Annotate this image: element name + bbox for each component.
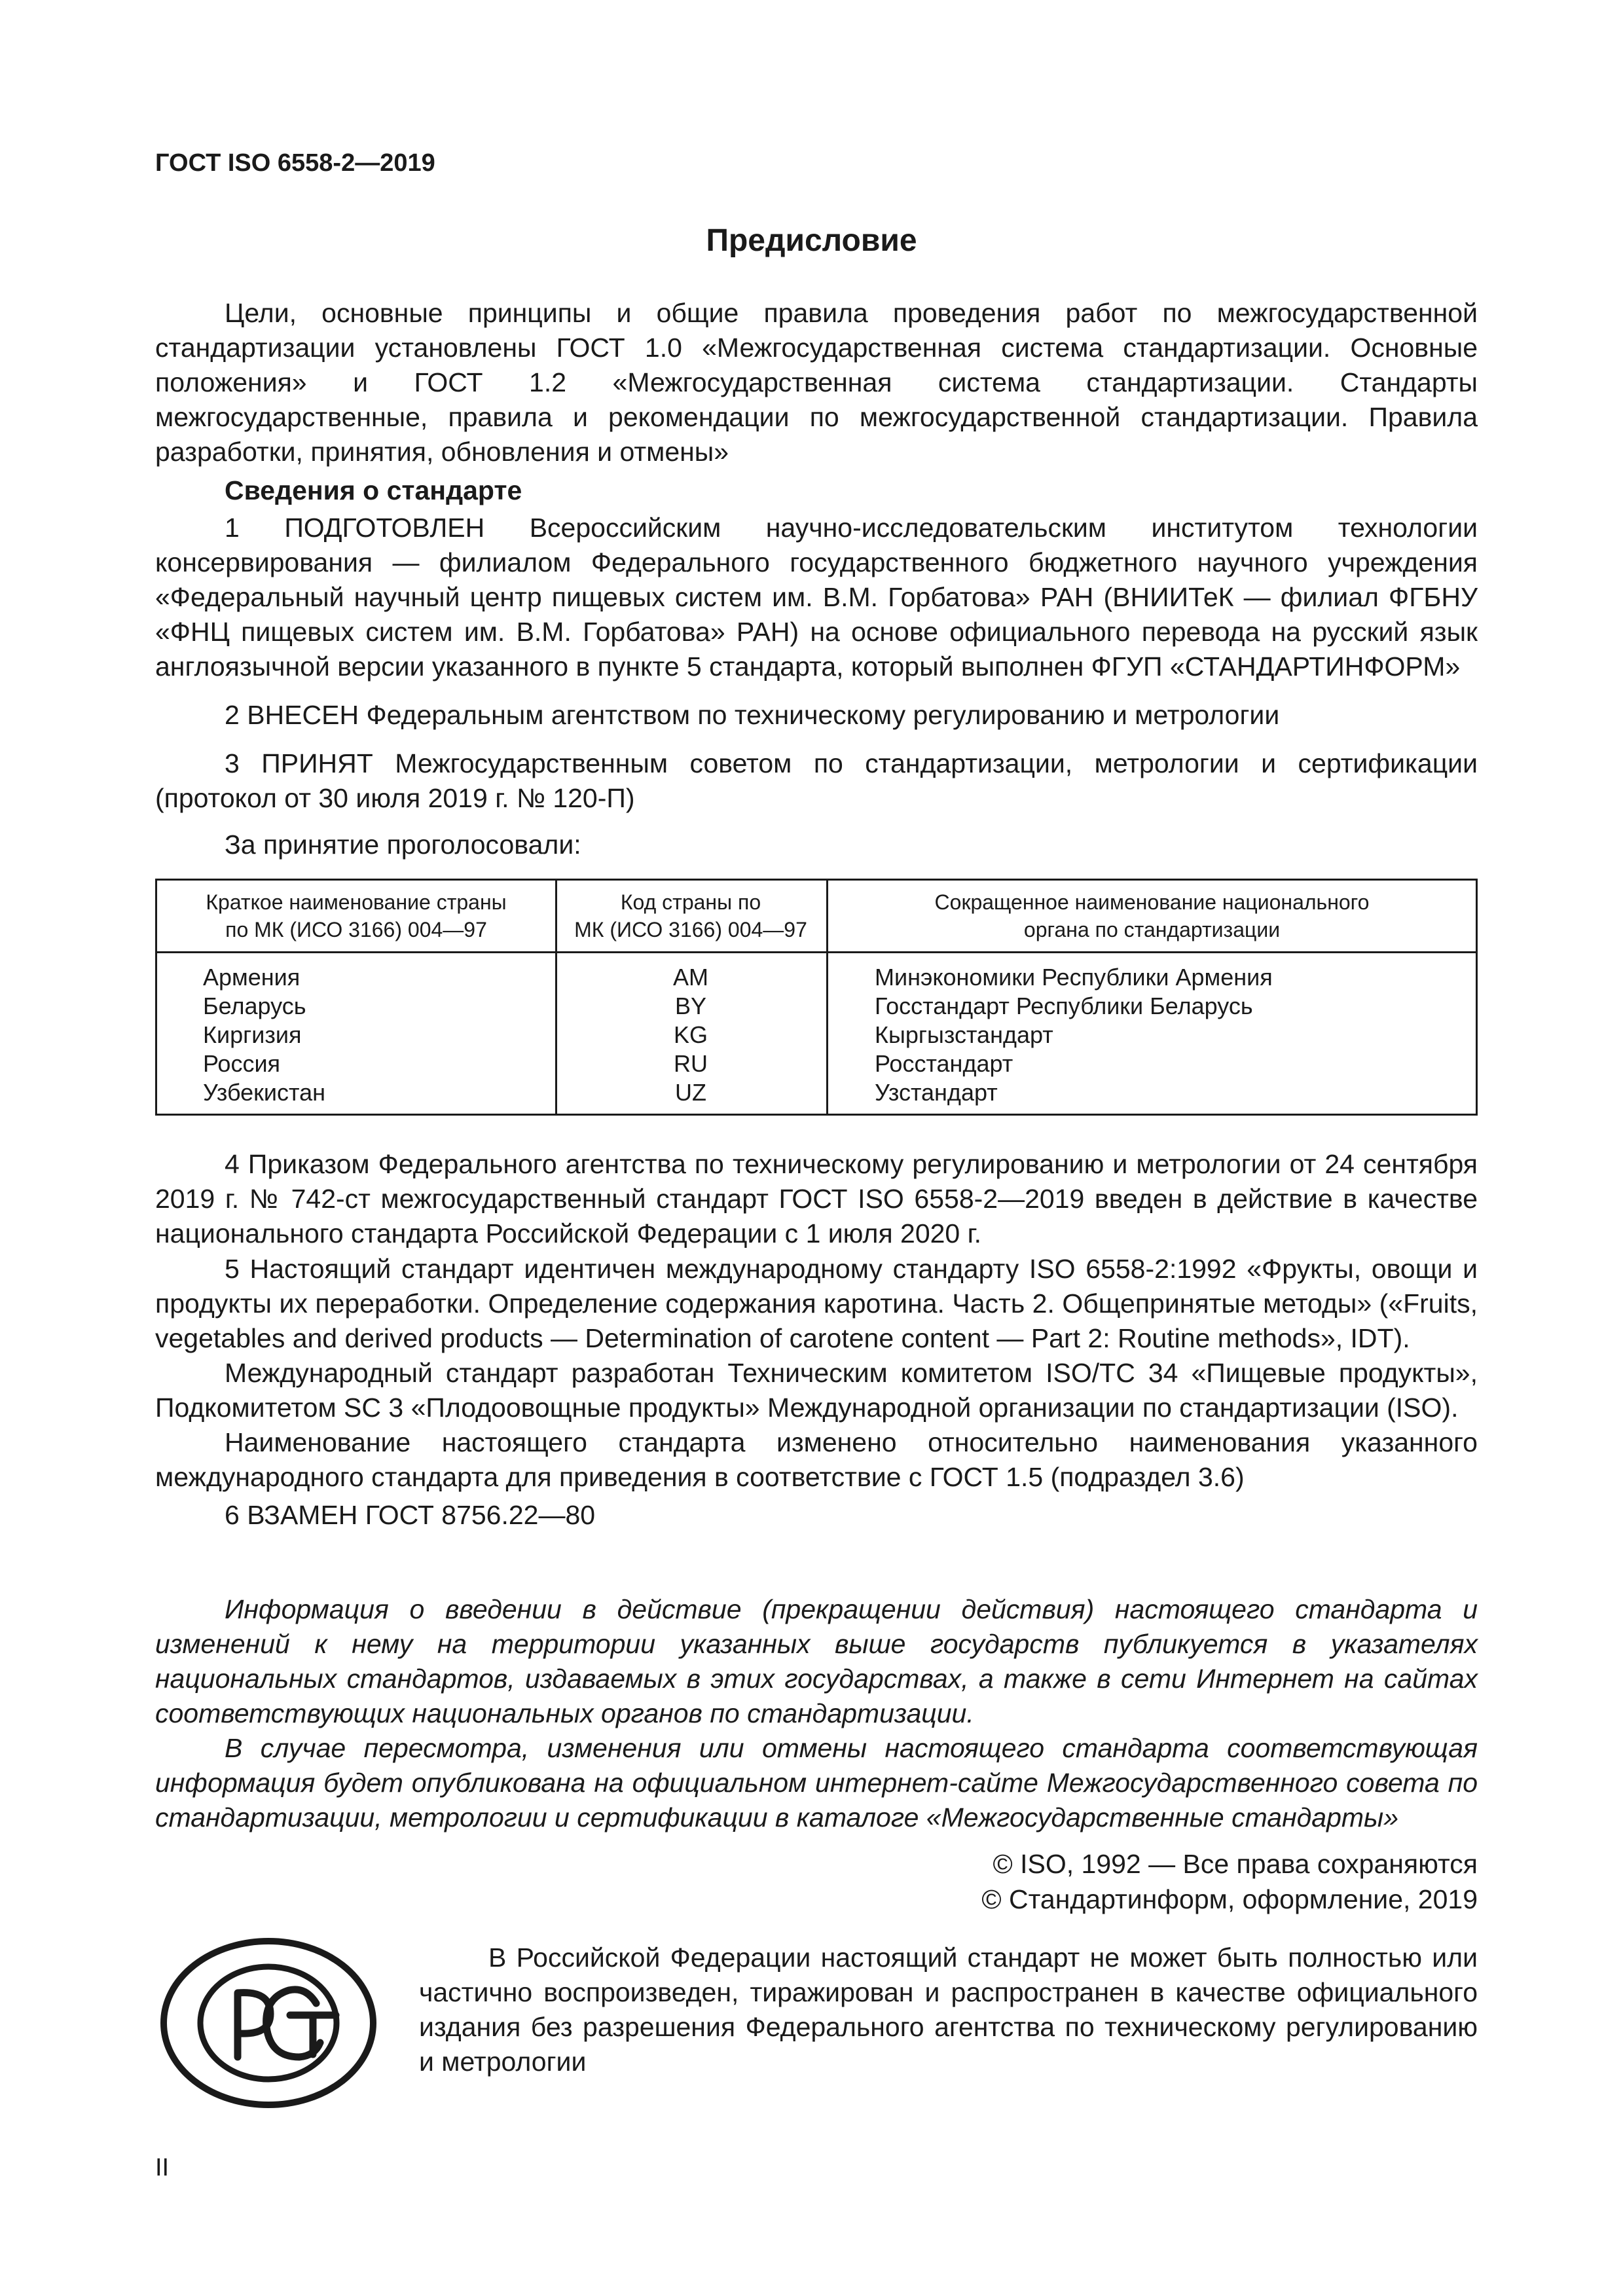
table-header-divider bbox=[157, 951, 1476, 953]
body-column bbox=[875, 963, 1273, 1107]
info-item-accepted bbox=[155, 746, 1478, 816]
table-header-body: Сокращенное наименование национального органа по стандартизации bbox=[934, 890, 1370, 941]
reproduction-notice bbox=[419, 1941, 1478, 2079]
copyright-line: © ISO, 1992 — Все права сохраняются bbox=[993, 1849, 1478, 1879]
table-cell-code: AM bbox=[673, 964, 708, 991]
table-cell-code: KG bbox=[673, 1021, 708, 1048]
code-column bbox=[555, 963, 826, 1107]
info-item-text: Наименование настоящего стандарта изменено относительно наименования указанного международного стандарта для приведения в соответствие с ГОСТ 1.5 (подраздел 3.6) bbox=[155, 1427, 1478, 1492]
publication-note: Информация о введении в действие (прекращении действия) настоящего стандарта и изменений к нему на территории указанных выше государств публикуется в указателях национальных стандартов, издаваемых в этих государствах, а также в сети Интернет на сайтах соответствующих национальных органов по стандартизации. bbox=[155, 1594, 1478, 1728]
info-item-text: 4 Приказом Федерального агентства по техническому регулированию и метрологии от 24 сентября 2019 г. № 742-ст межгосударственный стандарт ГОСТ ISO 6558-2—2019 введен в действие в качестве национального стандарта Российской Федерации с 1 июля 2020 г. bbox=[155, 1149, 1478, 1248]
table-cell-country: Киргизия bbox=[203, 1021, 302, 1048]
table-cell-code: BY bbox=[674, 993, 707, 1019]
info-item-text: 3 ПРИНЯТ Межгосударственным советом по стандартизации, метрологии и сертификации (протокол от 30 июля 2019 г. № 120-П) bbox=[155, 748, 1478, 813]
info-item-submitted bbox=[155, 698, 1478, 733]
table-cell-country: Узбекистан bbox=[203, 1079, 326, 1106]
info-item-prepared bbox=[155, 511, 1478, 684]
reproduction-notice-text: В Российской Федерации настоящий стандарт не может быть полностью или частично воспроизведен, тиражирован и распространен в качестве официального издания без разрешения Федерального агентства по техническому регулированию и метрологии bbox=[419, 1942, 1478, 2077]
table-cell-body: Узстандарт bbox=[875, 1079, 998, 1106]
table-cell-body: Росстандарт bbox=[875, 1050, 1013, 1077]
page-number: II bbox=[155, 2154, 170, 2181]
table-cell-country: Беларусь bbox=[203, 993, 306, 1019]
publication-note: В случае пересмотра, изменения или отмены настоящего стандарта соответствующая информация будет опубликована на официальном интернет-сайте Межгосударственного совета по стандартизации, метрологии и сертификации в каталоге «Межгосударственные стандарты» bbox=[155, 1733, 1478, 1832]
info-item-order bbox=[155, 1147, 1478, 1251]
country-column bbox=[203, 963, 325, 1107]
voted-label: За принятие проголосовали: bbox=[225, 829, 581, 860]
info-item-text: 6 ВЗАМЕН ГОСТ 8756.22—80 bbox=[225, 1500, 596, 1530]
table-cell-country: Россия bbox=[203, 1050, 281, 1077]
info-item-identical bbox=[155, 1252, 1478, 1495]
table-cell-country: Армения bbox=[203, 964, 301, 991]
info-item-text: 5 Настоящий стандарт идентичен международному стандарту ISO 6558-2:1992 «Фрукты, овощи и продукты их переработки. Определение содержания каротина. Часть 2. Общепринятые методы» («Fruits, vegetables and derived products — Determination of carotene content — Part 2: Routine methods», IDT). bbox=[155, 1254, 1478, 1353]
table-header-country: Краткое наименование страны по МК (ИСО 3166) 004—97 bbox=[206, 890, 507, 941]
table-cell-body: Минэкономики Республики Армения bbox=[875, 964, 1273, 991]
voting-table bbox=[155, 879, 1478, 1116]
page-title: Предисловие bbox=[706, 223, 917, 258]
standard-designation: ГОСТ ISO 6558-2—2019 bbox=[155, 149, 435, 177]
standard-info-heading: Сведения о стандарте bbox=[225, 475, 522, 505]
foreword-paragraph bbox=[155, 296, 1478, 469]
copyright-block bbox=[981, 1846, 1478, 1917]
foreword-text: Цели, основные принципы и общие правила проведения работ по межгосударственной стандартизации установлены ГОСТ 1.0 «Межгосударственная система стандартизации. Основные положения» и ГОСТ 1.2 «Межгосударственная система стандартизации. Стандарты межгосударственные, правила и рекомендации по межгосударственной стандартизации. Правила разработки, принятия, обновления и отмены» bbox=[155, 298, 1478, 467]
info-item-replaced bbox=[155, 1498, 1478, 1533]
info-item-text: 1 ПОДГОТОВЛЕН Всероссийским научно-исследовательским институтом технологии консервирования — филиалом Федерального государственного бюджетного научного учреждения «Федеральный научный центр пищевых систем им. В.М. Горбатова» РАН (ВНИИТеК — филиал ФГБНУ «ФНЦ пищевых систем им. В.М. Горбатова» РАН) на основе официального перевода на русский язык англоязычной версии указанного в пункте 5 стандарта, который выполнен ФГУП «СТАНДАРТИНФОРМ» bbox=[155, 513, 1478, 682]
info-item-text: 2 ВНЕСЕН Федеральным агентством по техническому регулированию и метрологии bbox=[225, 700, 1280, 730]
table-cell-body: Кыргызстандарт bbox=[875, 1021, 1053, 1048]
copyright-line: © Стандартинформ, оформление, 2019 bbox=[981, 1884, 1478, 1914]
table-header-code: Код страны по МК (ИСО 3166) 004—97 bbox=[574, 890, 807, 941]
table-cell-body: Госстандарт Республики Беларусь bbox=[875, 993, 1253, 1019]
table-cell-code: UZ bbox=[675, 1079, 706, 1106]
table-cell-code: RU bbox=[674, 1050, 708, 1077]
publication-notes bbox=[155, 1592, 1478, 1835]
info-item-text: Международный стандарт разработан Техническим комитетом ISO/TC 34 «Пищевые продукты», Подкомитетом SC 3 «Плодоовощные продукты» Международной организации по стандартизации (ISO). bbox=[155, 1358, 1478, 1423]
rst-certification-logo-icon bbox=[160, 1938, 376, 2108]
